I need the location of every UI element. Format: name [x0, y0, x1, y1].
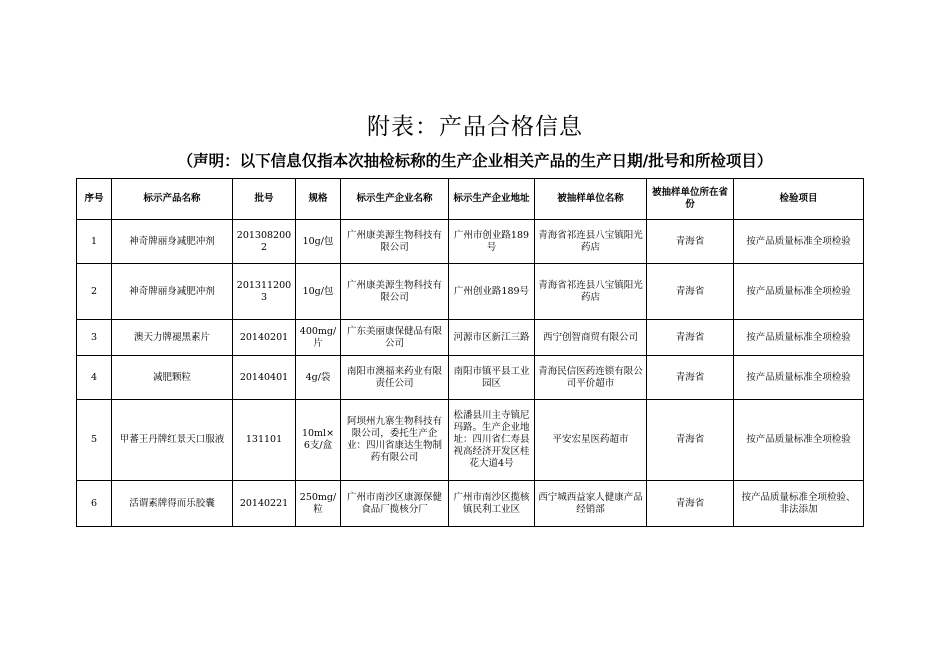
table-row: [77, 320, 864, 356]
table-cell: 减肥颗粒: [112, 356, 233, 400]
table-cell: 广州创业路189号: [449, 264, 535, 320]
table-cell: 松潘县川主寺镇尼玛路。生产企业地址：四川省仁寿县视高经济开发区桂花大道4号: [449, 400, 535, 481]
table-cell: 250mg/粒: [296, 481, 341, 527]
table-cell: 20140221: [233, 481, 296, 527]
table-cell: 10ml×6支/盒: [296, 400, 341, 481]
table-header-row: [77, 179, 864, 220]
table-cell: 青海省: [647, 400, 734, 481]
header-cell: 序号: [77, 179, 112, 220]
table-cell: 按产品质量标准全项检验: [734, 220, 864, 264]
table-cell: 南阳市澳福来药业有限责任公司: [341, 356, 449, 400]
table-cell: 2: [77, 264, 112, 320]
table-cell: 按产品质量标准全项检验: [734, 356, 864, 400]
table-cell: 10g/包: [296, 220, 341, 264]
table-cell: 按产品质量标准全项检验: [734, 320, 864, 356]
table-cell: 青海民信医药连锁有限公司平价超市: [535, 356, 647, 400]
table-cell: 平安宏星医药超市: [535, 400, 647, 481]
table-cell: 广州康美源生物科技有限公司: [341, 264, 449, 320]
table-cell: 神奇牌丽身减肥冲剂: [112, 220, 233, 264]
table-cell: 6: [77, 481, 112, 527]
table-cell: 西宁城西益家人健康产品经销部: [535, 481, 647, 527]
table-cell: 广东美丽康保健品有限公司: [341, 320, 449, 356]
table-cell: 青海省: [647, 320, 734, 356]
table-cell: 青海省: [647, 264, 734, 320]
header-cell: 被抽样单位所在省份: [647, 179, 734, 220]
header-cell: 标示生产企业名称: [341, 179, 449, 220]
table-cell: 广州康美源生物科技有限公司: [341, 220, 449, 264]
table-cell: 阿坝州九寨生物科技有限公司，委托生产企业：四川省康达生物制药有限公司: [341, 400, 449, 481]
table-cell: 青海省祁连县八宝镇阳光药店: [535, 220, 647, 264]
table-cell: 神奇牌丽身减肥冲剂: [112, 264, 233, 320]
page-title: 附表：产品合格信息: [367, 114, 583, 140]
table-cell: 20140201: [233, 320, 296, 356]
table-cell: 活谓素牌得而乐胶囊: [112, 481, 233, 527]
product-table: [76, 178, 864, 527]
table-cell: 青海省: [647, 481, 734, 527]
table-cell: 1: [77, 220, 112, 264]
table-cell: 131101: [233, 400, 296, 481]
table-row: [77, 264, 864, 320]
table-cell: 广州市南沙区康源保健食品厂揽核分厂: [341, 481, 449, 527]
table-cell: 10g/包: [296, 264, 341, 320]
table-cell: 400mg/片: [296, 320, 341, 356]
table-row: [77, 356, 864, 400]
table-cell: 青海省: [647, 356, 734, 400]
table-cell: 澳天力牌褪黑素片: [112, 320, 233, 356]
table-cell: 20140401: [233, 356, 296, 400]
table-cell: 按产品质量标准全项检验: [734, 264, 864, 320]
table-row: [77, 481, 864, 527]
header-cell: 规格: [296, 179, 341, 220]
table-cell: 2013112003: [233, 264, 296, 320]
table-cell: 青海省: [647, 220, 734, 264]
table-cell: 3: [77, 320, 112, 356]
table-cell: 青海省祁连县八宝镇阳光药店: [535, 264, 647, 320]
table-cell: 4g/袋: [296, 356, 341, 400]
table-cell: 南阳市镇平县工业园区: [449, 356, 535, 400]
table-cell: 4: [77, 356, 112, 400]
table-cell: 按产品质量标准全项检验: [734, 400, 864, 481]
page-subtitle: （声明：以下信息仅指本次抽检标称的生产企业相关产品的生产日期/批号和所检项目）: [177, 151, 773, 170]
table-cell: 5: [77, 400, 112, 481]
header-cell: 标示产品名称: [112, 179, 233, 220]
header-cell: 批号: [233, 179, 296, 220]
table-cell: 广州市创业路189号: [449, 220, 535, 264]
table-cell: 西宁创智商贸有限公司: [535, 320, 647, 356]
header-cell: 被抽样单位名称: [535, 179, 647, 220]
header-cell: 检验项目: [734, 179, 864, 220]
table-cell: 广州市南沙区揽核镇民利工业区: [449, 481, 535, 527]
table-row: [77, 220, 864, 264]
table-row: [77, 400, 864, 481]
table-cell: 甲蕃王丹牌红景天口服液: [112, 400, 233, 481]
table-cell: 按产品质量标准全项检验、非法添加: [734, 481, 864, 527]
header-cell: 标示生产企业地址: [449, 179, 535, 220]
table-cell: 河源市区新江三路: [449, 320, 535, 356]
table-cell: 2013082002: [233, 220, 296, 264]
